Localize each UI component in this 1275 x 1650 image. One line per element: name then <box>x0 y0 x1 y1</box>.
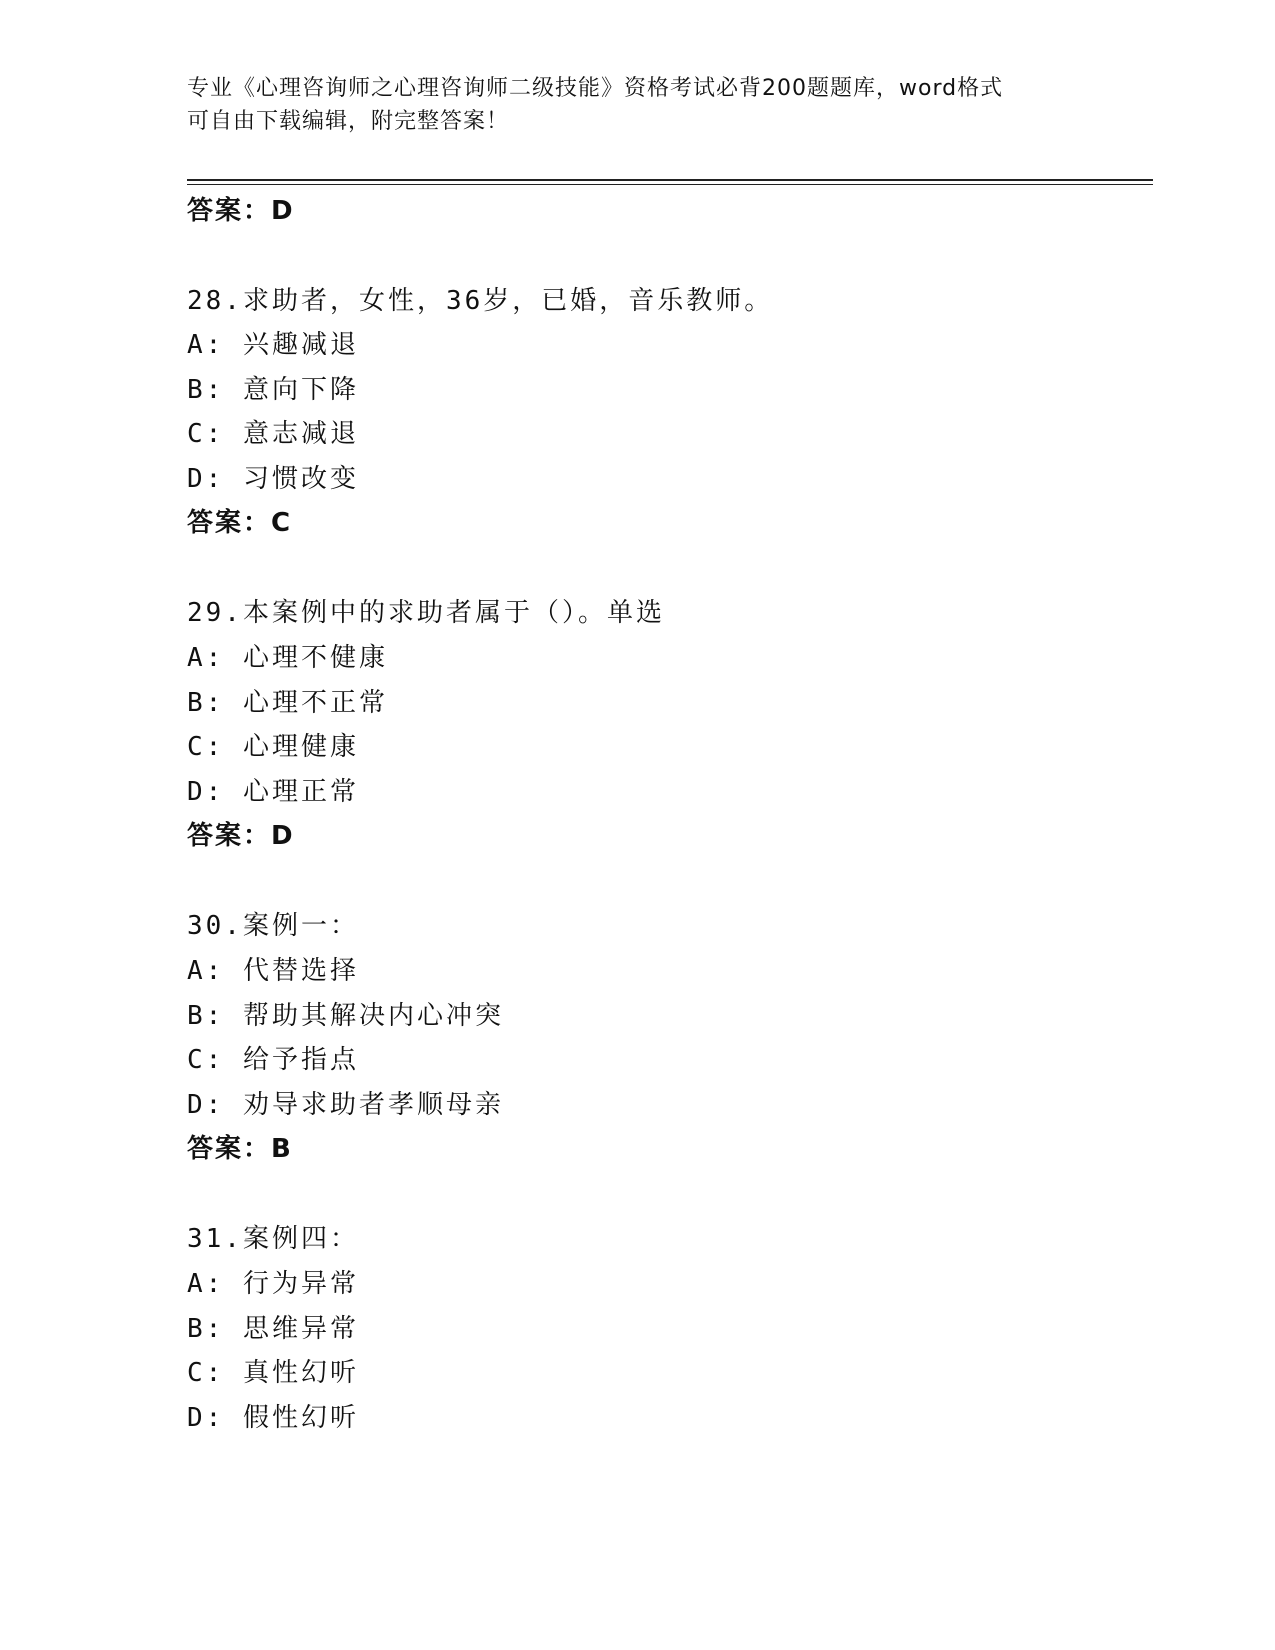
header-line-2: 可自由下载编辑，附完整答案！ <box>187 109 510 134</box>
answer-line: 答案：D <box>187 821 295 851</box>
option-b: B: 帮助其解决内心冲突 <box>187 1001 504 1031</box>
option-d: D: 习惯改变 <box>187 464 359 494</box>
option-a: A: 兴趣减退 <box>187 330 359 360</box>
answer-line: 答案：D <box>187 196 295 226</box>
question-title: 28.求助者，女性，36岁，已婚，音乐教师。 <box>187 286 774 316</box>
header-divider-thick <box>187 179 1153 181</box>
answer-line: 答案：C <box>187 508 293 538</box>
option-a: A: 心理不健康 <box>187 643 388 673</box>
option-a: A: 代替选择 <box>187 956 359 986</box>
option-a: A: 行为异常 <box>187 1269 359 1299</box>
header-divider-thin <box>187 184 1153 185</box>
option-c: C: 意志减退 <box>187 419 359 449</box>
option-c: C: 给予指点 <box>187 1045 359 1075</box>
question-title: 29.本案例中的求助者属于（）。单选 <box>187 598 665 628</box>
option-c: C: 真性幻听 <box>187 1358 359 1388</box>
document-header <box>187 72 1067 138</box>
option-b: B: 思维异常 <box>187 1314 359 1344</box>
option-c: C: 心理健康 <box>187 732 359 762</box>
option-b: B: 心理不正常 <box>187 688 388 718</box>
question-title: 30.案例一： <box>187 911 359 941</box>
option-d: D: 假性幻听 <box>187 1403 359 1433</box>
header-line-1: 专业《心理咨询师之心理咨询师二级技能》资格考试必背200题题库，word格式 <box>187 76 1004 101</box>
option-d: D: 劝导求助者孝顺母亲 <box>187 1090 504 1120</box>
option-b: B: 意向下降 <box>187 375 359 405</box>
answer-line: 答案：B <box>187 1134 293 1164</box>
question-title: 31.案例四： <box>187 1224 359 1254</box>
option-d: D: 心理正常 <box>187 777 359 807</box>
